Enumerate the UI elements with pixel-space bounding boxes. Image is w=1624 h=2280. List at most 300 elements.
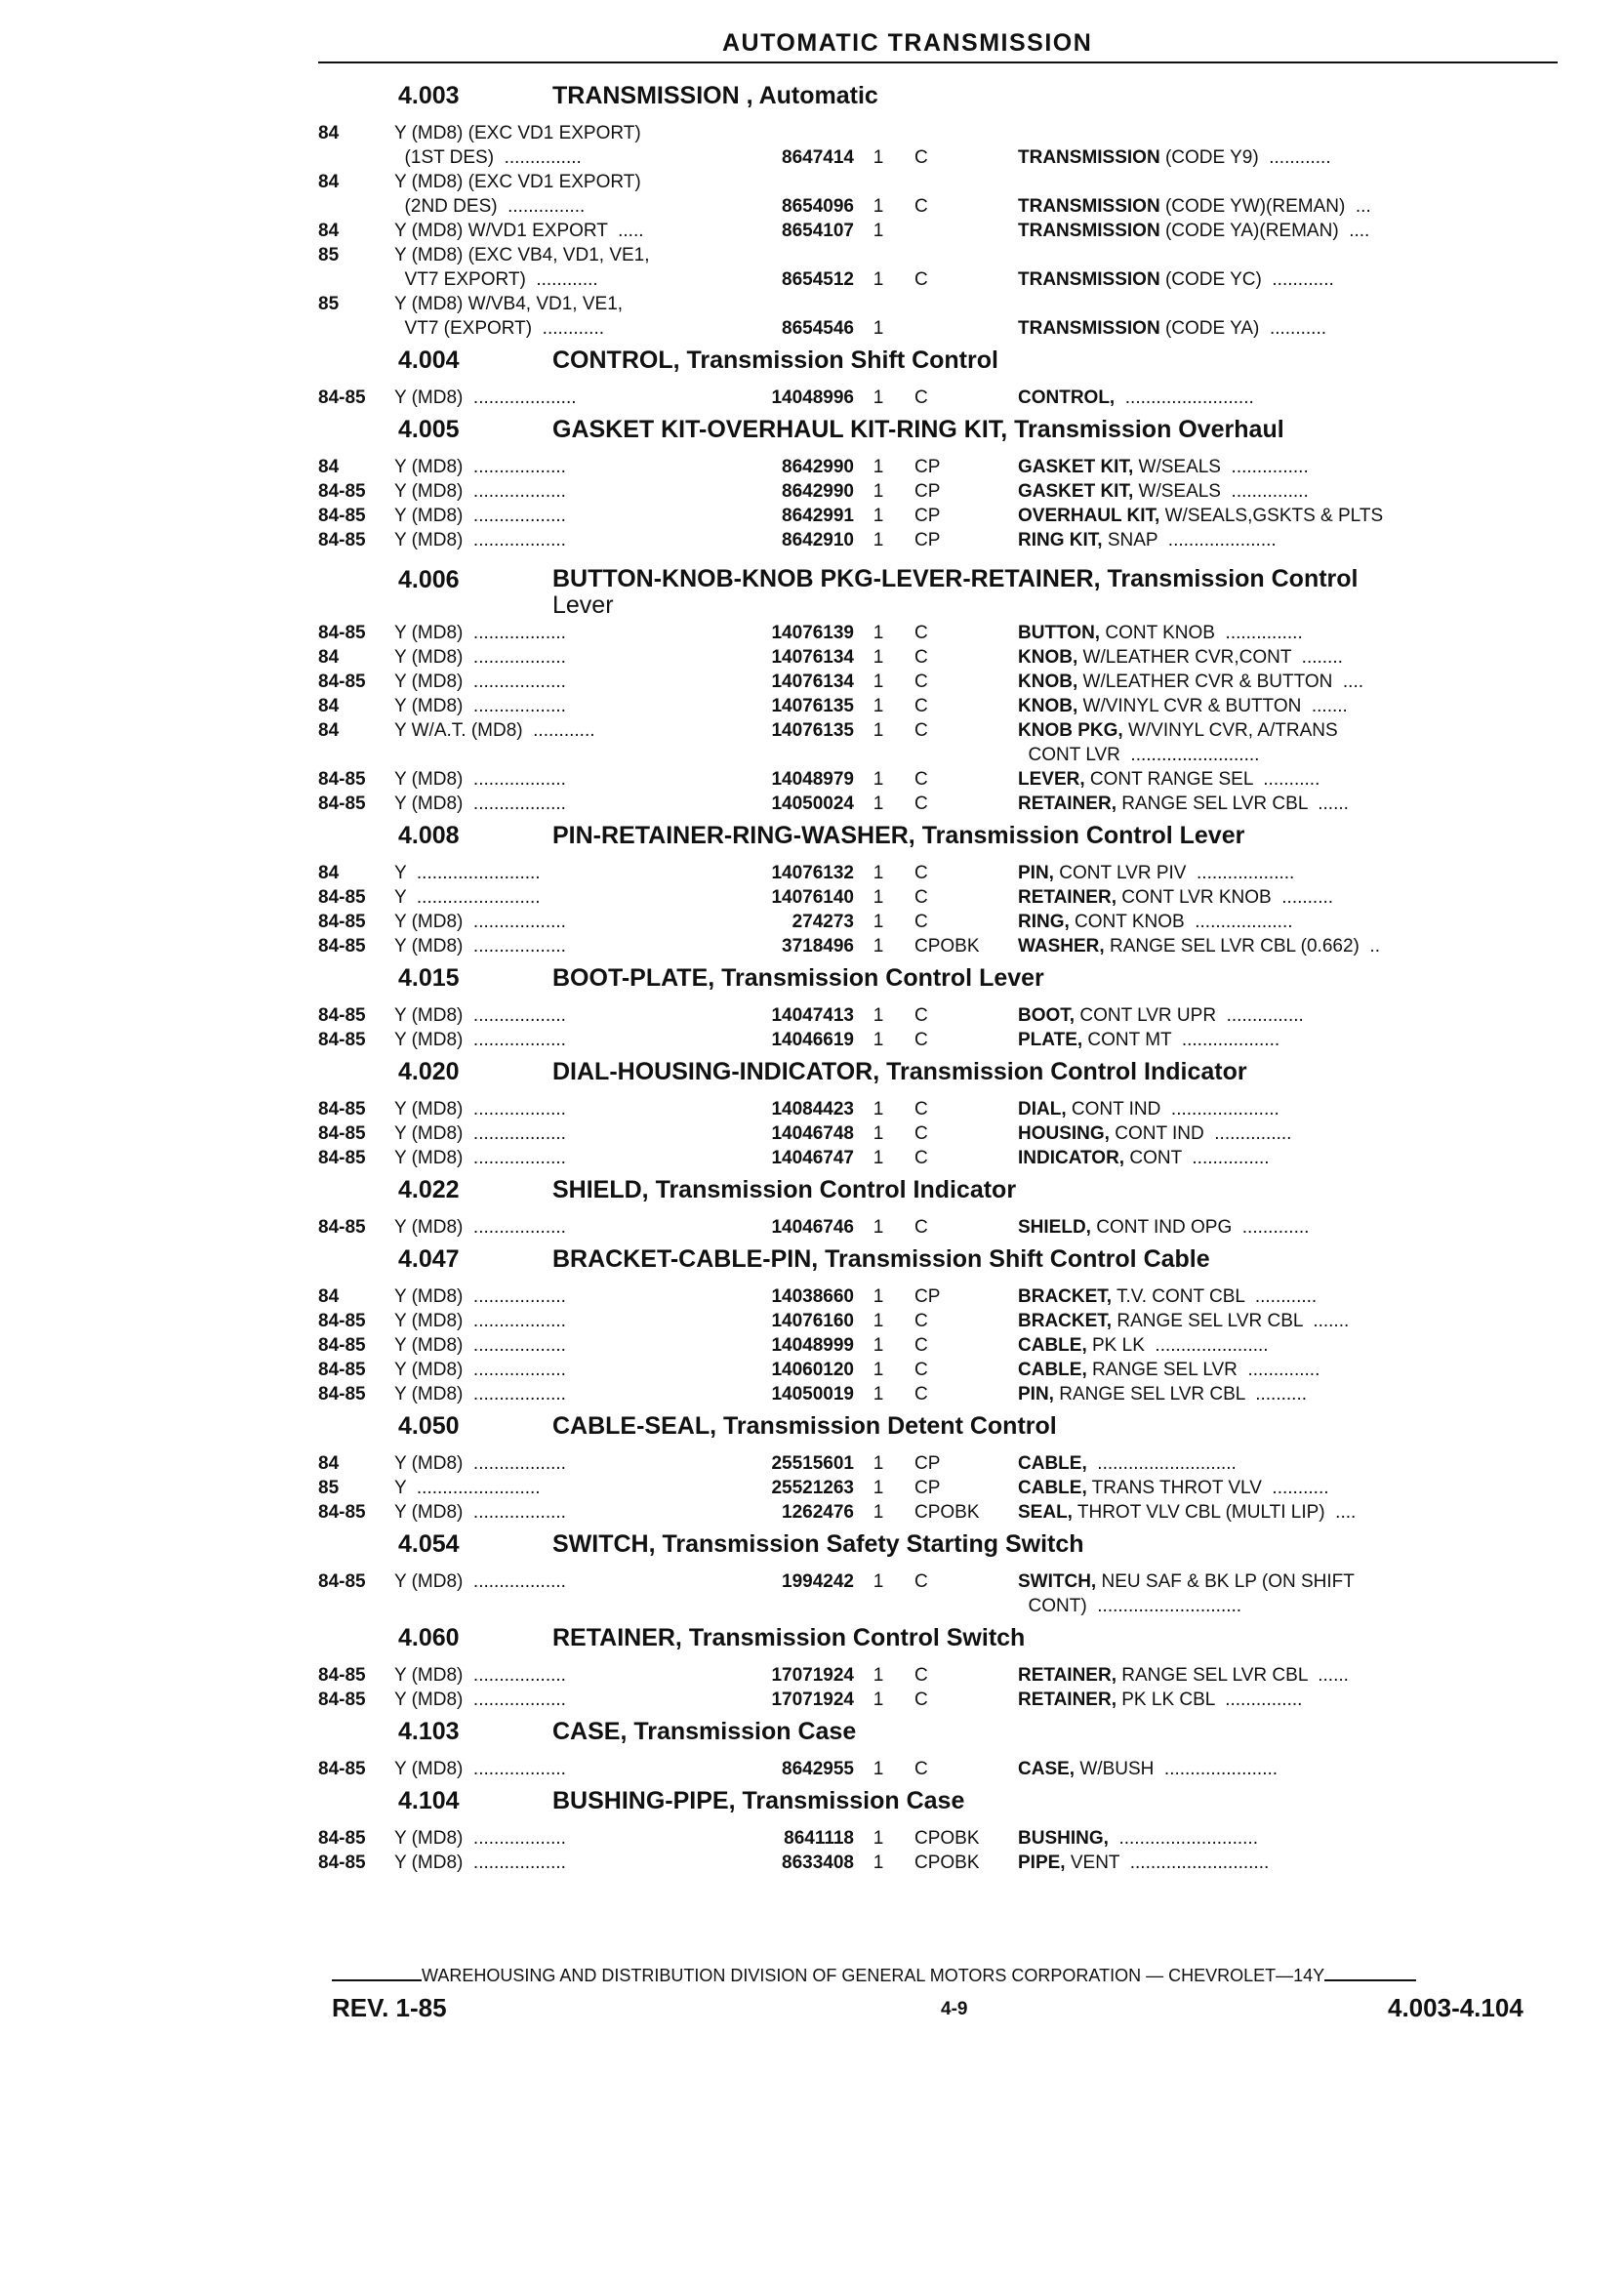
- description: [1018, 1146, 1567, 1170]
- source-code: C: [914, 1335, 928, 1356]
- section-name: [552, 1625, 1567, 1651]
- description-detail: CONT) ............................: [1018, 1596, 1242, 1616]
- application: Y (MD8) ..................: [394, 1286, 566, 1307]
- description-noun: RETAINER,: [1018, 1690, 1116, 1710]
- part-row: [318, 145, 1567, 170]
- description: [1018, 718, 1567, 743]
- description-detail: W/BUSH ......................: [1075, 1759, 1279, 1779]
- part-row: [318, 528, 1567, 552]
- description-noun: KNOB,: [1018, 672, 1078, 692]
- part-row: [318, 861, 1567, 885]
- section-name-text: TRANSMISSION: [552, 82, 740, 109]
- section-title: [318, 1530, 1567, 1569]
- description: [1018, 1121, 1567, 1146]
- part-row: [318, 934, 1567, 958]
- section-name-text: RETAINER, Transmission Control Switch: [552, 1624, 1026, 1651]
- part-number: 14048999: [771, 1335, 854, 1356]
- section-title: [318, 1412, 1567, 1451]
- model-year: 84: [318, 457, 340, 477]
- description-detail: W/LEATHER CVR,CONT ........: [1077, 647, 1343, 668]
- description: [1018, 1663, 1567, 1688]
- part-number: 14046748: [771, 1123, 854, 1144]
- description-detail: CONT MT ...................: [1082, 1030, 1280, 1050]
- part-row: [318, 243, 1567, 267]
- section-name-suffix: , Automatic: [739, 82, 878, 109]
- model-year: 84-85: [318, 936, 366, 957]
- model-year: 84-85: [318, 506, 366, 526]
- description: [1018, 1851, 1567, 1875]
- source-code: C: [914, 1217, 928, 1238]
- application: Y (MD8) ..................: [394, 1335, 566, 1356]
- description-noun: RETAINER,: [1018, 794, 1116, 814]
- description-noun: HOUSING,: [1018, 1123, 1110, 1144]
- description: [1018, 670, 1567, 694]
- part-row: [318, 292, 1567, 316]
- application: Y (MD8) (EXC VD1 EXPORT): [394, 172, 641, 192]
- part-number: 14076140: [771, 887, 854, 908]
- part-number: 3718496: [782, 936, 854, 957]
- source-code: C: [914, 912, 928, 932]
- part-row: [318, 767, 1567, 792]
- section-number: 4.104: [398, 1787, 460, 1814]
- application: Y ........................: [394, 863, 541, 883]
- quantity: 1: [873, 936, 884, 957]
- quantity: 1: [873, 1852, 884, 1873]
- model-year: 84: [318, 123, 340, 143]
- part-row: [318, 1451, 1567, 1476]
- description-noun: PIN,: [1018, 1384, 1054, 1405]
- description: [1018, 219, 1567, 243]
- description: [1018, 1097, 1567, 1121]
- part-number: 14076132: [771, 863, 854, 883]
- application: VT7 EXPORT) ............: [394, 269, 598, 290]
- quantity: 1: [873, 794, 884, 814]
- source-code: C: [914, 269, 928, 290]
- part-number: 8642990: [782, 481, 854, 502]
- description: [1018, 792, 1567, 816]
- part-row: [318, 1382, 1567, 1406]
- section-name: [552, 83, 1567, 109]
- model-year: 84: [318, 696, 340, 716]
- description-detail: .........................: [1115, 387, 1254, 408]
- description-noun: INDICATOR,: [1018, 1148, 1125, 1168]
- description: [1018, 1757, 1567, 1781]
- application: Y (MD8) ..................: [394, 912, 566, 932]
- section-title: [318, 1787, 1567, 1826]
- section-name-text: SHIELD, Transmission Control Indicator: [552, 1176, 1017, 1203]
- quantity: 1: [873, 1005, 884, 1026]
- description: [1018, 1215, 1567, 1240]
- application: Y (MD8) ..................: [394, 1311, 566, 1331]
- source-code: C: [914, 720, 928, 741]
- section-name-line2: Lever: [552, 591, 614, 619]
- part-number: 14047413: [771, 1005, 854, 1026]
- description: [1018, 1028, 1567, 1052]
- part-row: [318, 219, 1567, 243]
- section-name: [552, 1531, 1567, 1558]
- application: Y (MD8) ..................: [394, 794, 566, 814]
- part-row: [318, 316, 1567, 341]
- part-number: 8654546: [782, 318, 854, 339]
- model-year: 84-85: [318, 1099, 366, 1120]
- description-noun: GASKET KIT,: [1018, 481, 1134, 502]
- description-noun: PIN,: [1018, 863, 1054, 883]
- part-row: [318, 792, 1567, 816]
- model-year: 84-85: [318, 1217, 366, 1238]
- part-number: 25515601: [771, 1453, 854, 1474]
- source-code: CP: [914, 506, 941, 526]
- application: Y (MD8) ..................: [394, 936, 566, 957]
- description-detail: ...........................: [1108, 1828, 1258, 1849]
- description-noun: PIPE,: [1018, 1852, 1066, 1873]
- section-title: [318, 964, 1567, 1003]
- application: Y (MD8) ..................: [394, 1571, 566, 1592]
- source-code: C: [914, 196, 928, 217]
- model-year: 84-85: [318, 1502, 366, 1523]
- model-year: 84-85: [318, 387, 366, 408]
- application: Y (MD8) ..................: [394, 1384, 566, 1405]
- model-year: 84-85: [318, 1665, 366, 1686]
- description: [1018, 316, 1567, 341]
- description-noun: RING,: [1018, 912, 1070, 932]
- part-row: [318, 1121, 1567, 1146]
- quantity: 1: [873, 672, 884, 692]
- quantity: 1: [873, 1123, 884, 1144]
- source-code: C: [914, 696, 928, 716]
- section-name: [552, 1059, 1567, 1085]
- quantity: 1: [873, 1384, 884, 1405]
- footer-rule-left: [332, 1966, 422, 1981]
- footer-section-range: 4.003-4.104: [1388, 1993, 1523, 2022]
- part-row: [318, 885, 1567, 910]
- model-year: 84-85: [318, 1852, 366, 1873]
- section-name-text: BUSHING-PIPE, Transmission Case: [552, 1787, 965, 1814]
- section-title: [318, 1718, 1567, 1757]
- section-name-text: CONTROL, Transmission Shift Control: [552, 346, 998, 374]
- section-number: 4.020: [398, 1058, 460, 1085]
- description-detail: CONT IND .....................: [1066, 1099, 1279, 1120]
- description-noun: DIAL,: [1018, 1099, 1067, 1120]
- description: [1018, 386, 1567, 410]
- quantity: 1: [873, 318, 884, 339]
- source-code: C: [914, 1665, 928, 1686]
- part-number: 14048996: [771, 387, 854, 408]
- application: VT7 (EXPORT) ............: [394, 318, 605, 339]
- quantity: 1: [873, 720, 884, 741]
- part-number: 8642991: [782, 506, 854, 526]
- part-number: 14076139: [771, 623, 854, 643]
- description: [1018, 767, 1567, 792]
- description-detail: (CODE YA) ...........: [1159, 318, 1327, 339]
- part-number: 14076135: [771, 696, 854, 716]
- part-row: [318, 170, 1567, 194]
- part-number: 14048979: [771, 769, 854, 790]
- description-noun: SWITCH,: [1018, 1571, 1097, 1592]
- description-detail: CONT IND ...............: [1109, 1123, 1292, 1144]
- quantity: 1: [873, 696, 884, 716]
- part-number: 1994242: [782, 1571, 854, 1592]
- model-year: 84-85: [318, 481, 366, 502]
- description-noun: RING KIT,: [1018, 530, 1103, 550]
- source-code: C: [914, 1123, 928, 1144]
- section-name-text: GASKET KIT-OVERHAUL KIT-RING KIT, Transmission Overhaul: [552, 416, 1284, 443]
- part-number: 14050024: [771, 794, 854, 814]
- model-year: 84-85: [318, 1828, 366, 1849]
- application: Y W/A.T. (MD8) ............: [394, 720, 595, 741]
- description-detail: RANGE SEL LVR CBL (0.662) ..: [1104, 936, 1380, 957]
- quantity: 1: [873, 1030, 884, 1050]
- description-noun: KNOB,: [1018, 647, 1078, 668]
- part-row: [318, 194, 1567, 219]
- description: [1018, 1451, 1567, 1476]
- section-name: [552, 1413, 1567, 1440]
- section-title: [318, 1176, 1567, 1215]
- section-name-text: PIN-RETAINER-RING-WASHER, Transmission Control Lever: [552, 822, 1245, 849]
- model-year: 84-85: [318, 1690, 366, 1710]
- quantity: 1: [873, 1286, 884, 1307]
- part-row: [318, 743, 1567, 767]
- footer-revision: REV. 1-85: [332, 1993, 447, 2022]
- application: Y (MD8) ..................: [394, 481, 566, 502]
- description-noun: TRANSMISSION: [1018, 196, 1160, 217]
- part-number: 14076135: [771, 720, 854, 741]
- application: Y (MD8) W/VD1 EXPORT .....: [394, 221, 644, 241]
- description-noun: CABLE,: [1018, 1478, 1087, 1498]
- part-number: 14038660: [771, 1286, 854, 1307]
- description: [1018, 934, 1567, 958]
- description: [1018, 267, 1567, 292]
- source-code: C: [914, 1384, 928, 1405]
- description: [1018, 885, 1567, 910]
- description-noun: BRACKET,: [1018, 1286, 1113, 1307]
- model-year: 85: [318, 294, 340, 314]
- description-detail: CONT LVR PIV ...................: [1053, 863, 1295, 883]
- part-row: [318, 386, 1567, 410]
- description: [1018, 1826, 1567, 1851]
- part-row: [318, 1757, 1567, 1781]
- description-detail: PK LK CBL ...............: [1116, 1690, 1303, 1710]
- description: [1018, 861, 1567, 885]
- description-noun: CABLE,: [1018, 1360, 1087, 1380]
- source-code: C: [914, 1099, 928, 1120]
- part-row: [318, 1851, 1567, 1875]
- quantity: 1: [873, 481, 884, 502]
- description-detail: TRANS THROT VLV ...........: [1086, 1478, 1329, 1498]
- model-year: 84-85: [318, 794, 366, 814]
- description: [1018, 1003, 1567, 1028]
- part-row: [318, 504, 1567, 528]
- part-row: [318, 670, 1567, 694]
- application: Y (MD8) ..................: [394, 1852, 566, 1873]
- description-detail: CONT RANGE SEL ...........: [1084, 769, 1320, 790]
- part-row: [318, 1333, 1567, 1358]
- description: [1018, 455, 1567, 479]
- application: Y (MD8) (EXC VD1 EXPORT): [394, 123, 641, 143]
- parts-list: [318, 82, 1567, 1881]
- description-detail: (CODE YC) ............: [1159, 269, 1334, 290]
- part-row: [318, 1215, 1567, 1240]
- section-name-text: CASE, Transmission Case: [552, 1718, 857, 1745]
- source-code: CPOBK: [914, 936, 980, 957]
- description-detail: RANGE SEL LVR CBL .......: [1112, 1311, 1350, 1331]
- description: [1018, 1382, 1567, 1406]
- model-year: 84: [318, 1453, 340, 1474]
- part-row: [318, 1826, 1567, 1851]
- part-number: 14076134: [771, 672, 854, 692]
- part-number: 14060120: [771, 1360, 854, 1380]
- description: [1018, 1333, 1567, 1358]
- description-noun: TRANSMISSION: [1018, 221, 1160, 241]
- section-title: [318, 822, 1567, 861]
- source-code: C: [914, 769, 928, 790]
- quantity: 1: [873, 1828, 884, 1849]
- quantity: 1: [873, 196, 884, 217]
- application: Y (MD8) ..................: [394, 1690, 566, 1710]
- source-code: C: [914, 672, 928, 692]
- application: Y (MD8) ....................: [394, 387, 577, 408]
- description-noun: SHIELD,: [1018, 1217, 1091, 1238]
- description-detail: RANGE SEL LVR ..............: [1086, 1360, 1320, 1380]
- model-year: 84-85: [318, 1005, 366, 1026]
- description-detail: CONT LVR UPR ...............: [1075, 1005, 1304, 1026]
- quantity: 1: [873, 1502, 884, 1523]
- description-noun: KNOB PKG,: [1018, 720, 1123, 741]
- description-noun: BUTTON,: [1018, 623, 1101, 643]
- model-year: 84: [318, 172, 340, 192]
- section-number: 4.008: [398, 822, 460, 849]
- section-title: [318, 1058, 1567, 1097]
- description-noun: LEVER,: [1018, 769, 1085, 790]
- part-number: 14076134: [771, 647, 854, 668]
- description-noun: GASKET KIT,: [1018, 457, 1134, 477]
- description-noun: RETAINER,: [1018, 887, 1116, 908]
- footer-rule-right: [1324, 1966, 1416, 1981]
- part-number: 8642955: [782, 1759, 854, 1779]
- quantity: 1: [873, 530, 884, 550]
- part-number: 25521263: [771, 1478, 854, 1498]
- description: [1018, 910, 1567, 934]
- model-year: 84: [318, 720, 340, 741]
- description-detail: CONT KNOB ...................: [1069, 912, 1293, 932]
- description: [1018, 504, 1567, 528]
- model-year: 84-85: [318, 1148, 366, 1168]
- section-number: 4.047: [398, 1245, 460, 1273]
- description-noun: TRANSMISSION: [1018, 318, 1160, 339]
- section-title: [318, 1624, 1567, 1663]
- description: [1018, 1358, 1567, 1382]
- model-year: 84-85: [318, 1311, 366, 1331]
- description-detail: SNAP .....................: [1102, 530, 1277, 550]
- quantity: 1: [873, 221, 884, 241]
- quantity: 1: [873, 1360, 884, 1380]
- footer-division-line: [332, 1966, 1563, 1986]
- description-detail: RANGE SEL LVR CBL ......: [1116, 794, 1349, 814]
- model-year: 84: [318, 647, 340, 668]
- description: [1018, 1309, 1567, 1333]
- section-name-text: BOOT-PLATE, Transmission Control Lever: [552, 964, 1044, 992]
- quantity: 1: [873, 1571, 884, 1592]
- application: Y ........................: [394, 1478, 541, 1498]
- part-number: 14046746: [771, 1217, 854, 1238]
- description-noun: WASHER,: [1018, 936, 1105, 957]
- application: Y (MD8) ..................: [394, 1828, 566, 1849]
- source-code: C: [914, 863, 928, 883]
- section-number: 4.060: [398, 1624, 460, 1651]
- description-detail: W/VINYL CVR & BUTTON .......: [1077, 696, 1348, 716]
- source-code: CP: [914, 530, 941, 550]
- application: Y (MD8) ..................: [394, 1360, 566, 1380]
- description-detail: RANGE SEL LVR CBL ......: [1116, 1665, 1349, 1686]
- source-code: CP: [914, 457, 941, 477]
- description: [1018, 1476, 1567, 1500]
- description-detail: PK LK ......................: [1086, 1335, 1269, 1356]
- part-row: [318, 621, 1567, 645]
- description-noun: RETAINER,: [1018, 1665, 1116, 1686]
- model-year: 85: [318, 245, 340, 265]
- source-code: CP: [914, 1286, 941, 1307]
- section-name-text: CABLE-SEAL, Transmission Detent Control: [552, 1412, 1057, 1440]
- section-number: 4.050: [398, 1412, 460, 1440]
- description-noun: CASE,: [1018, 1759, 1076, 1779]
- description: [1018, 145, 1567, 170]
- model-year: 84: [318, 221, 340, 241]
- section-title: [318, 416, 1567, 455]
- application: Y (MD8) ..................: [394, 696, 566, 716]
- description-noun: BUSHING,: [1018, 1828, 1109, 1849]
- section-number: 4.022: [398, 1176, 460, 1203]
- model-year: 84-85: [318, 623, 366, 643]
- description-detail: CONT LVR .........................: [1018, 745, 1260, 765]
- part-number: 8647414: [782, 147, 854, 168]
- part-row: [318, 1663, 1567, 1688]
- part-row: [318, 1003, 1567, 1028]
- part-number: 8641118: [784, 1828, 854, 1849]
- model-year: 84-85: [318, 1384, 366, 1405]
- description: [1018, 645, 1567, 670]
- section-number: 4.015: [398, 964, 460, 992]
- description-noun: CABLE,: [1018, 1453, 1087, 1474]
- part-row: [318, 1309, 1567, 1333]
- model-year: 84-85: [318, 1571, 366, 1592]
- part-row: [318, 1594, 1567, 1618]
- part-number: 8654107: [782, 221, 854, 241]
- model-year: 84-85: [318, 1335, 366, 1356]
- description: [1018, 1284, 1567, 1309]
- quantity: 1: [873, 769, 884, 790]
- part-row: [318, 1146, 1567, 1170]
- application: Y ........................: [394, 887, 541, 908]
- quantity: 1: [873, 269, 884, 290]
- model-year: 84-85: [318, 769, 366, 790]
- model-year: 84-85: [318, 1759, 366, 1779]
- quantity: 1: [873, 863, 884, 883]
- quantity: 1: [873, 1311, 884, 1331]
- source-code: C: [914, 1311, 928, 1331]
- description-detail: ...........................: [1086, 1453, 1237, 1474]
- part-number: 17071924: [771, 1665, 854, 1686]
- section-number: 4.006: [398, 566, 460, 593]
- quantity: 1: [873, 1099, 884, 1120]
- section-name: [552, 1788, 1567, 1814]
- part-number: 8642990: [782, 457, 854, 477]
- description-noun: TRANSMISSION: [1018, 147, 1160, 168]
- part-row: [318, 267, 1567, 292]
- quantity: 1: [873, 887, 884, 908]
- description-detail: W/SEALS ...............: [1133, 457, 1309, 477]
- quantity: 1: [873, 1217, 884, 1238]
- application: Y (MD8) ..................: [394, 1099, 566, 1120]
- section-name: [552, 823, 1567, 849]
